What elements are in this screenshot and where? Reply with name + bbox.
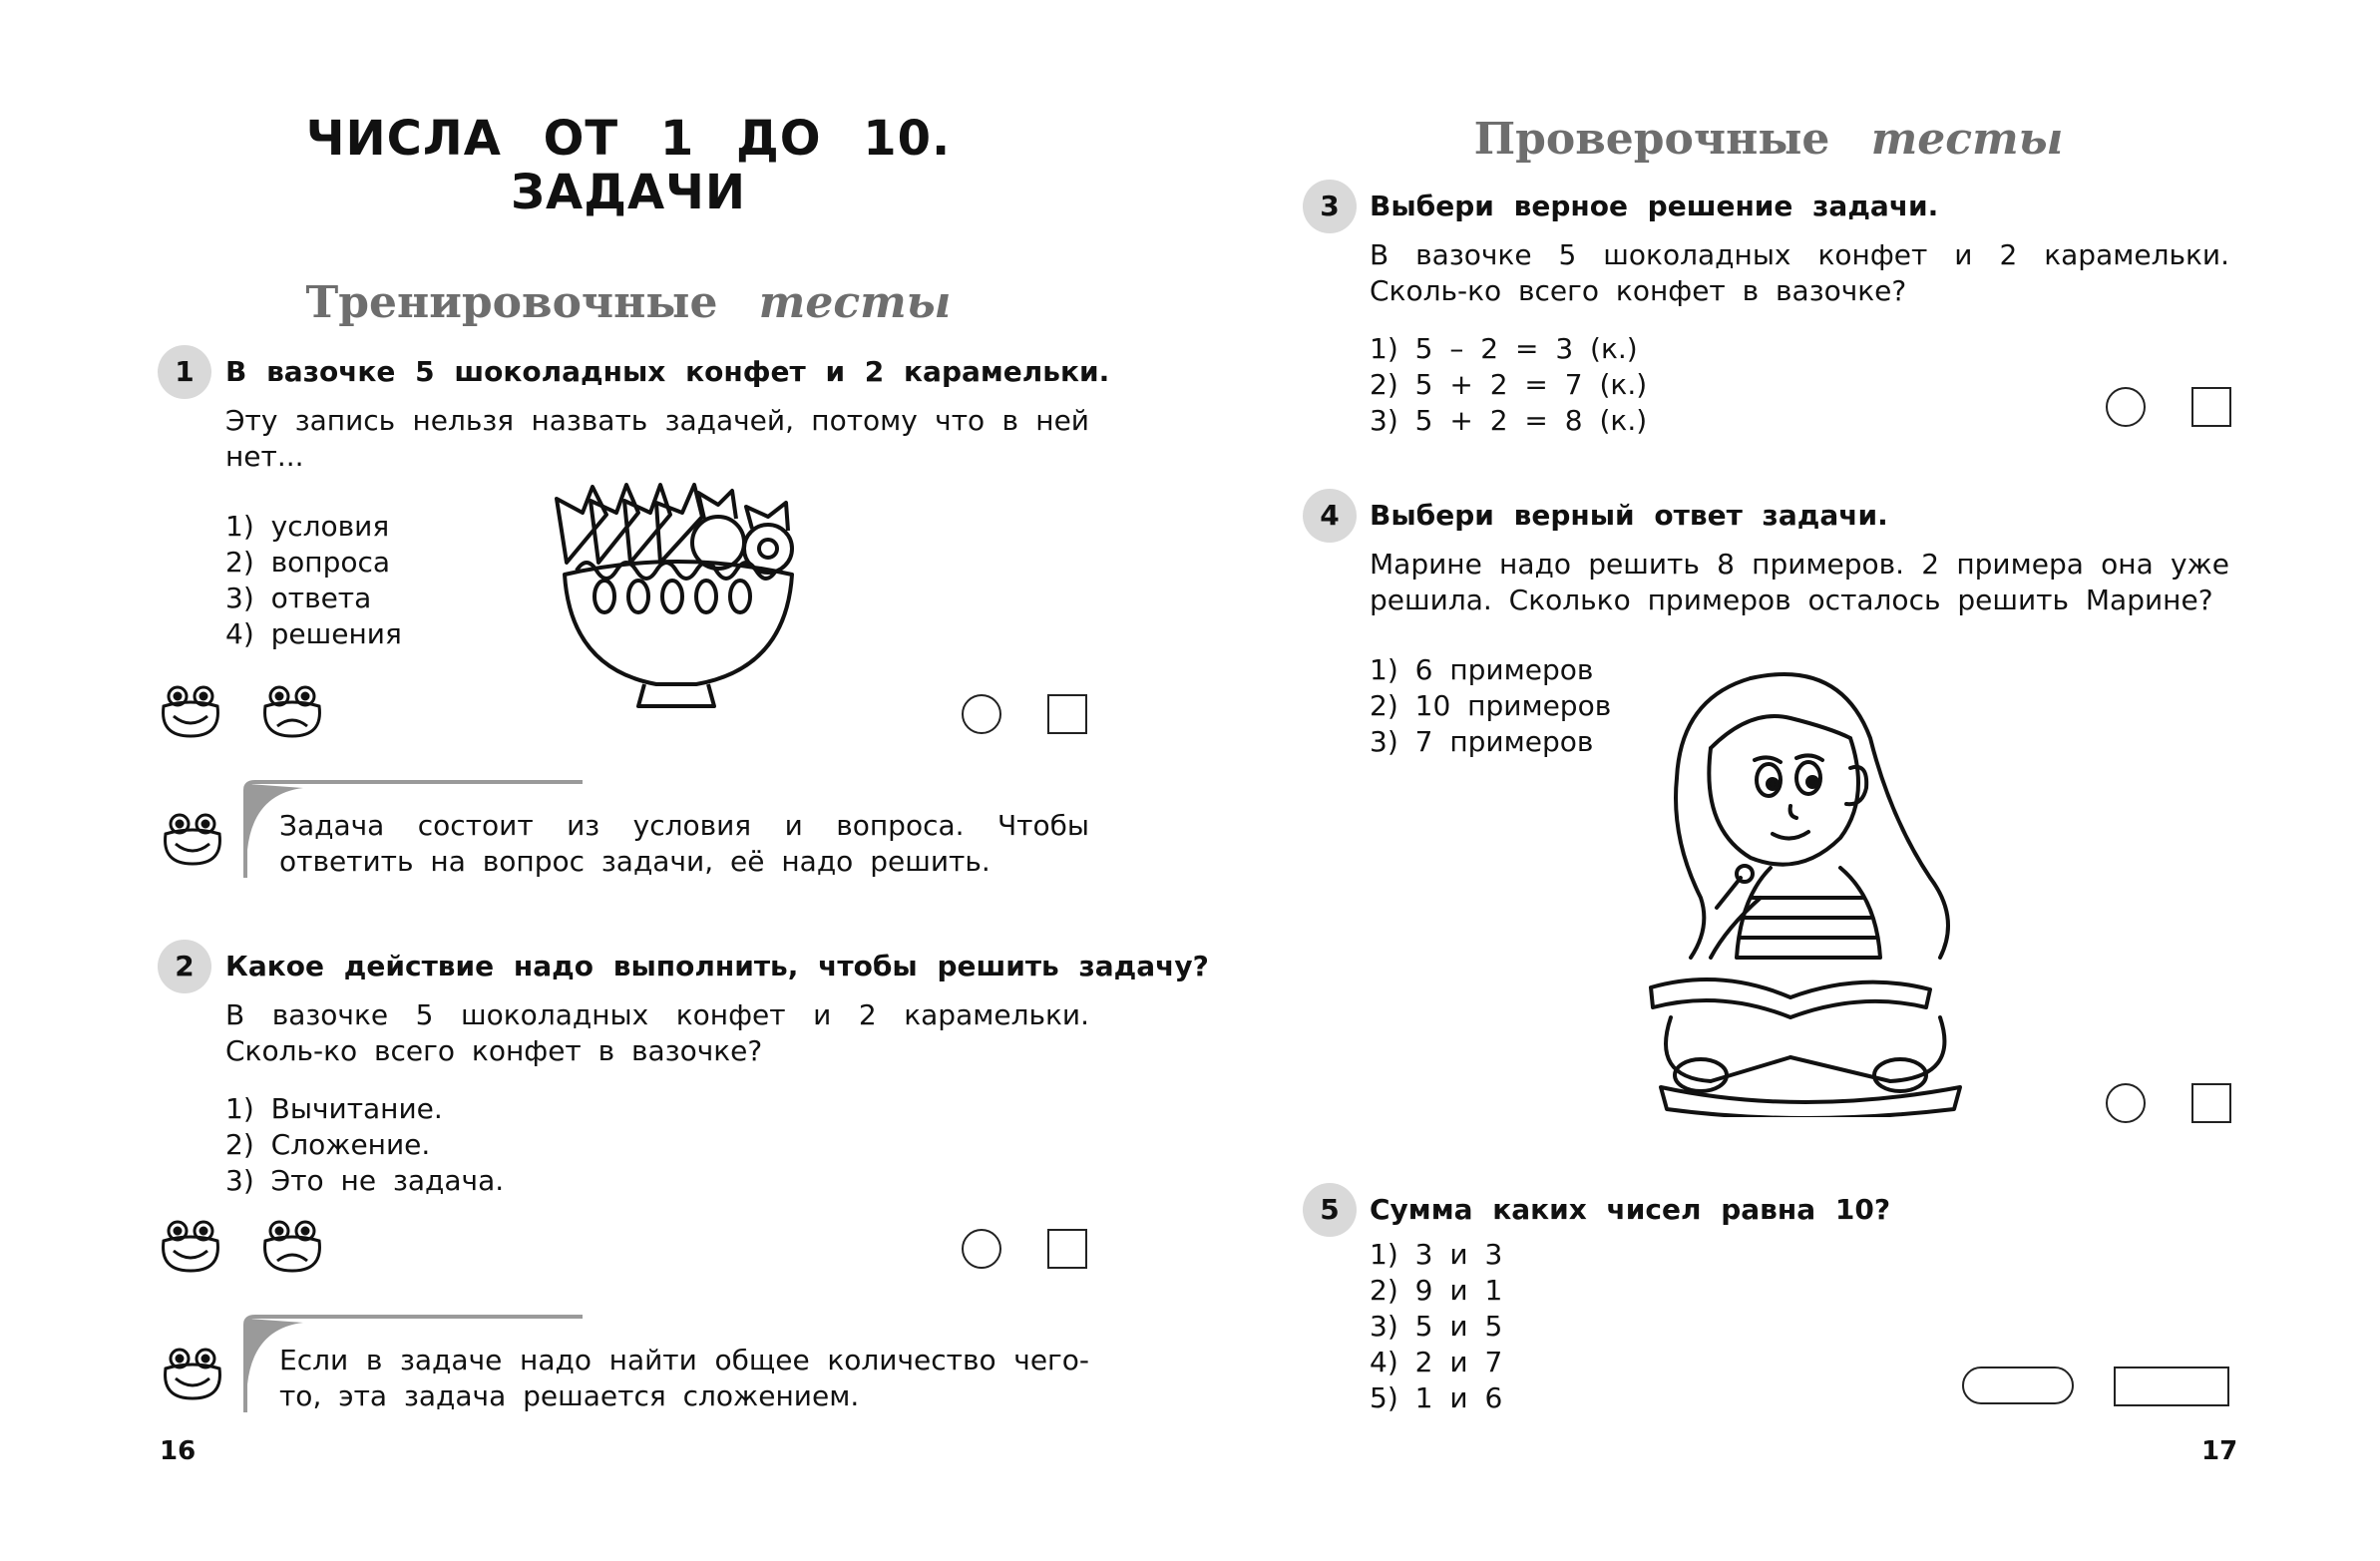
question-text: В вазочке 5 шоколадных конфет и 2 карамельки. Сколь-ко всего конфет в вазочке? bbox=[1370, 238, 2229, 307]
answer-circle[interactable] bbox=[2106, 387, 2146, 427]
answer-options bbox=[1370, 652, 1611, 760]
question-title: Сумма каких чисел равна 10? bbox=[1370, 1193, 1891, 1226]
answer-option[interactable]: 1) 3 и 3 bbox=[1370, 1238, 1503, 1271]
answer-circle[interactable] bbox=[962, 1229, 1001, 1269]
frog-sad-icon bbox=[259, 684, 325, 740]
answer-option[interactable]: 4) 2 и 7 bbox=[1370, 1346, 1503, 1378]
question-number-badge: 4 bbox=[1303, 489, 1357, 543]
page-title-line1: ЧИСЛА ОТ 1 ДО 10. bbox=[305, 111, 952, 167]
answer-rectangle[interactable] bbox=[2114, 1366, 2229, 1406]
answer-option[interactable]: 2) 9 и 1 bbox=[1370, 1274, 1503, 1307]
answer-oval[interactable] bbox=[1962, 1366, 2074, 1404]
answer-square[interactable] bbox=[2191, 387, 2231, 427]
answer-circle[interactable] bbox=[962, 694, 1001, 734]
section-title-word1: Тренировочные bbox=[305, 277, 718, 328]
page-number: 17 bbox=[2201, 1436, 2238, 1466]
section-title-word2: тесты bbox=[1870, 114, 2064, 165]
answer-option[interactable]: 3) Это не задача. bbox=[225, 1164, 505, 1197]
answer-option[interactable]: 3) 5 и 5 bbox=[1370, 1310, 1503, 1343]
answer-square[interactable] bbox=[1047, 694, 1087, 734]
question-number-badge: 1 bbox=[158, 345, 211, 399]
frog-happy-icon bbox=[158, 684, 223, 740]
question-text: Эту запись нельзя назвать задачей, потому что в ней нет... bbox=[225, 404, 1089, 473]
answer-option[interactable]: 2) Сложение. bbox=[225, 1128, 431, 1161]
question-number-badge: 3 bbox=[1303, 180, 1357, 233]
answer-options bbox=[1370, 1237, 1502, 1416]
answer-option[interactable]: 1) Вычитание. bbox=[225, 1092, 443, 1125]
candy-bowl-illustration bbox=[547, 479, 806, 718]
question-number-badge: 2 bbox=[158, 940, 211, 993]
section-title-word1: Проверочные bbox=[1473, 114, 1830, 165]
question-title: Какое действие надо выполнить, чтобы решить задачу? bbox=[225, 950, 1209, 982]
answer-option[interactable]: 1) условия bbox=[225, 510, 390, 543]
answer-option[interactable]: 2) вопроса bbox=[225, 546, 391, 579]
question-text: В вазочке 5 шоколадных конфет и 2 карамельки. Сколь-ко всего конфет в вазочке? bbox=[225, 998, 1089, 1067]
answer-options bbox=[225, 1091, 504, 1199]
frog-sad-icon bbox=[259, 1219, 325, 1275]
section-title-training bbox=[160, 277, 1097, 328]
answer-options bbox=[225, 509, 402, 652]
page-number: 16 bbox=[160, 1436, 197, 1466]
answer-circle[interactable] bbox=[2106, 1083, 2146, 1123]
answer-option[interactable]: 2) 10 примеров bbox=[1370, 689, 1612, 722]
question-text: Марине надо решить 8 примеров. 2 примера она уже решила. Сколько примеров осталось решить Марине? bbox=[1370, 548, 2229, 616]
page-title-line2: ЗАДАЧИ bbox=[510, 165, 747, 220]
page-title bbox=[160, 112, 1097, 219]
answer-option[interactable]: 1) 6 примеров bbox=[1370, 653, 1594, 686]
question-number-badge: 5 bbox=[1303, 1183, 1357, 1237]
right-page bbox=[1190, 0, 2380, 1561]
answer-option[interactable]: 5) 1 и 6 bbox=[1370, 1381, 1503, 1414]
question-title: Выбери верное решение задачи. bbox=[1370, 190, 1939, 222]
frog-happy-icon bbox=[160, 812, 225, 868]
frog-happy-icon bbox=[158, 1219, 223, 1275]
answer-option[interactable]: 3) ответа bbox=[225, 582, 372, 614]
question-title: В вазочке 5 шоколадных конфет и 2 карамельки. bbox=[225, 355, 1110, 388]
section-title-check bbox=[1300, 114, 2237, 165]
hint-text: Задача состоит из условия и вопроса. Чтобы ответить на вопрос задачи, её надо решить. bbox=[279, 809, 1089, 878]
answer-option[interactable]: 2) 5 + 2 = 7 (к.) bbox=[1370, 368, 1648, 401]
girl-reading-illustration bbox=[1641, 658, 1980, 1117]
answer-square[interactable] bbox=[2191, 1083, 2231, 1123]
answer-option[interactable]: 3) 7 примеров bbox=[1370, 725, 1594, 758]
answer-square[interactable] bbox=[1047, 1229, 1087, 1269]
hint-text: Если в задаче надо найти общее количество чего-то, эта задача решается сложением. bbox=[279, 1344, 1089, 1412]
frog-happy-icon bbox=[160, 1347, 225, 1402]
question-title: Выбери верный ответ задачи. bbox=[1370, 499, 1888, 532]
section-title-word2: тесты bbox=[758, 277, 952, 328]
answer-option[interactable]: 3) 5 + 2 = 8 (к.) bbox=[1370, 404, 1648, 437]
answer-option[interactable]: 4) решения bbox=[225, 617, 402, 650]
answer-option[interactable]: 1) 5 – 2 = 3 (к.) bbox=[1370, 332, 1638, 365]
answer-options bbox=[1370, 331, 1647, 439]
